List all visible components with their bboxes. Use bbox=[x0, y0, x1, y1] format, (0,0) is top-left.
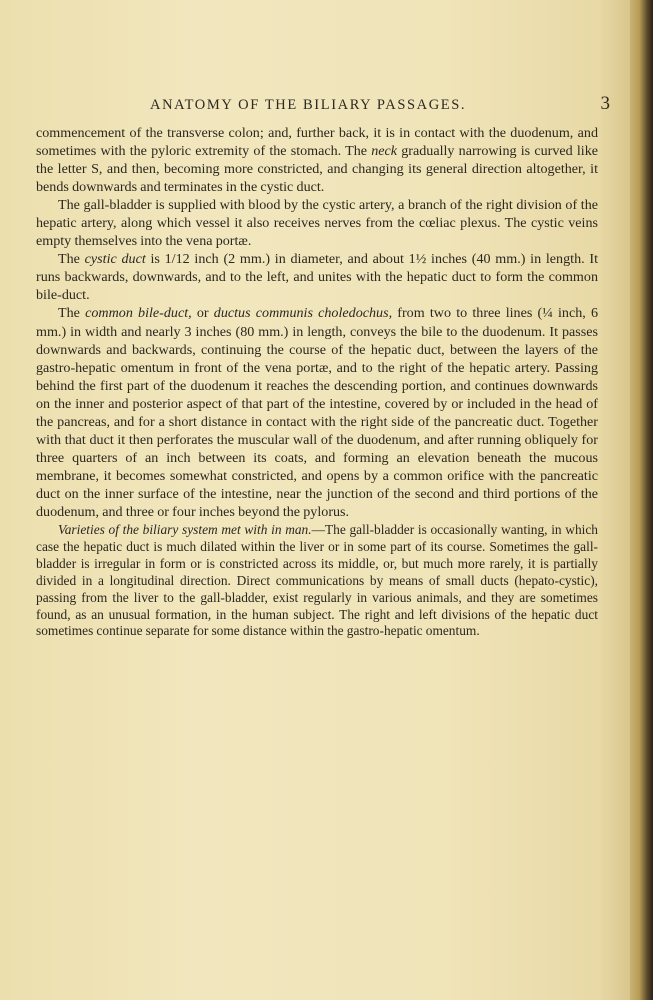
italic-text: cystic duct bbox=[84, 251, 146, 268]
text-run: The gall-bladder is supplied with blood by the cystic artery, a branch of the right division of the hepatic artery, along which vessel it also receives nerves from the cœliac plexus. The cystic veins empty themselves into the vena portæ. bbox=[36, 197, 598, 250]
text-run: The bbox=[58, 251, 85, 268]
page-number: 3 bbox=[600, 93, 610, 114]
small-print-paragraph bbox=[36, 522, 598, 640]
paragraph bbox=[36, 124, 598, 196]
paragraph bbox=[36, 196, 598, 250]
paragraph bbox=[36, 250, 598, 304]
body-text bbox=[36, 124, 598, 640]
text-run: from two to three lines (¼ inch, 6 mm.) in width and nearly 3 inches (80 mm.) in length, conveys the bile to the duodenum. It passes downwards and backwards, continuing the course of the hepatic duct, between the layers of the gastro-hepatic omentum in front of the vena portæ, and to the right of the hepatic artery. Passing behind the first part of the duodenum it reaches the descending portion, and continues downwards on the inner and posterior aspect of that part of the intestine, covered by or included in the head of the pancreas, and for a short distance in contact with the right side of the pancreatic duct. Together with that duct it then perforates the muscular wall of the duodenum, and after running obliquely for three quarters of an inch between its coats, and forming an elevation beneath the mucous membrane, it becomes somewhat constricted, and opens by a common orifice with the pancreatic duct on the inner surface of the intestine, near the junction of the second and third portions of the duodenum, and three or four inches beyond the pylorus. bbox=[36, 305, 599, 520]
text-run: or bbox=[191, 305, 214, 322]
book-spine-edge bbox=[630, 0, 653, 1000]
italic-text: ductus communis choledochus, bbox=[213, 305, 393, 322]
text-run: The bbox=[58, 305, 86, 322]
running-title: ANATOMY OF THE BILIARY PASSAGES. bbox=[150, 97, 467, 113]
paragraph bbox=[36, 304, 598, 521]
text-run: commencement of the transverse colon; and, further back, it is in contact with the duodenum, and sometimes with the pyloric extremity of the stomach. The bbox=[36, 125, 598, 160]
text-run: gradually narrowing is curved like the letter S, and then, becoming more constricted, and changing its general direction altogether, it bends downwards and terminates in the cystic duct. bbox=[36, 143, 598, 196]
text-run: —The gall-bladder is occasionally wanting, in which case the hepatic duct is much dilated within the liver or in some part of its course. Sometimes the gall-bladder is irregular in form or is constricted across its middle, or, but much more rarely, it is partially divided in a longitudinal direction. Direct communications by means of small ducts (hepato-cystic), passing from the liver to the gall-bladder, exist regularly in various animals, and they are sometimes found, as an unusual formation, in the human subject. The right and left divisions of the hepatic duct sometimes continue separate for some distance within the gastro-hepatic omentum. bbox=[36, 522, 598, 639]
text-run: is 1/12 inch (2 mm.) in diameter, and about 1½ inches (40 mm.) in length. It runs backwards, downwards, and to the left, and unites with the hepatic duct to form the common bile-duct. bbox=[36, 251, 598, 304]
italic-text: Varieties of the biliary system met with in man. bbox=[58, 522, 312, 538]
page-header bbox=[80, 93, 620, 121]
italic-text: common bile-duct, bbox=[85, 305, 192, 322]
italic-text: neck bbox=[371, 143, 398, 160]
